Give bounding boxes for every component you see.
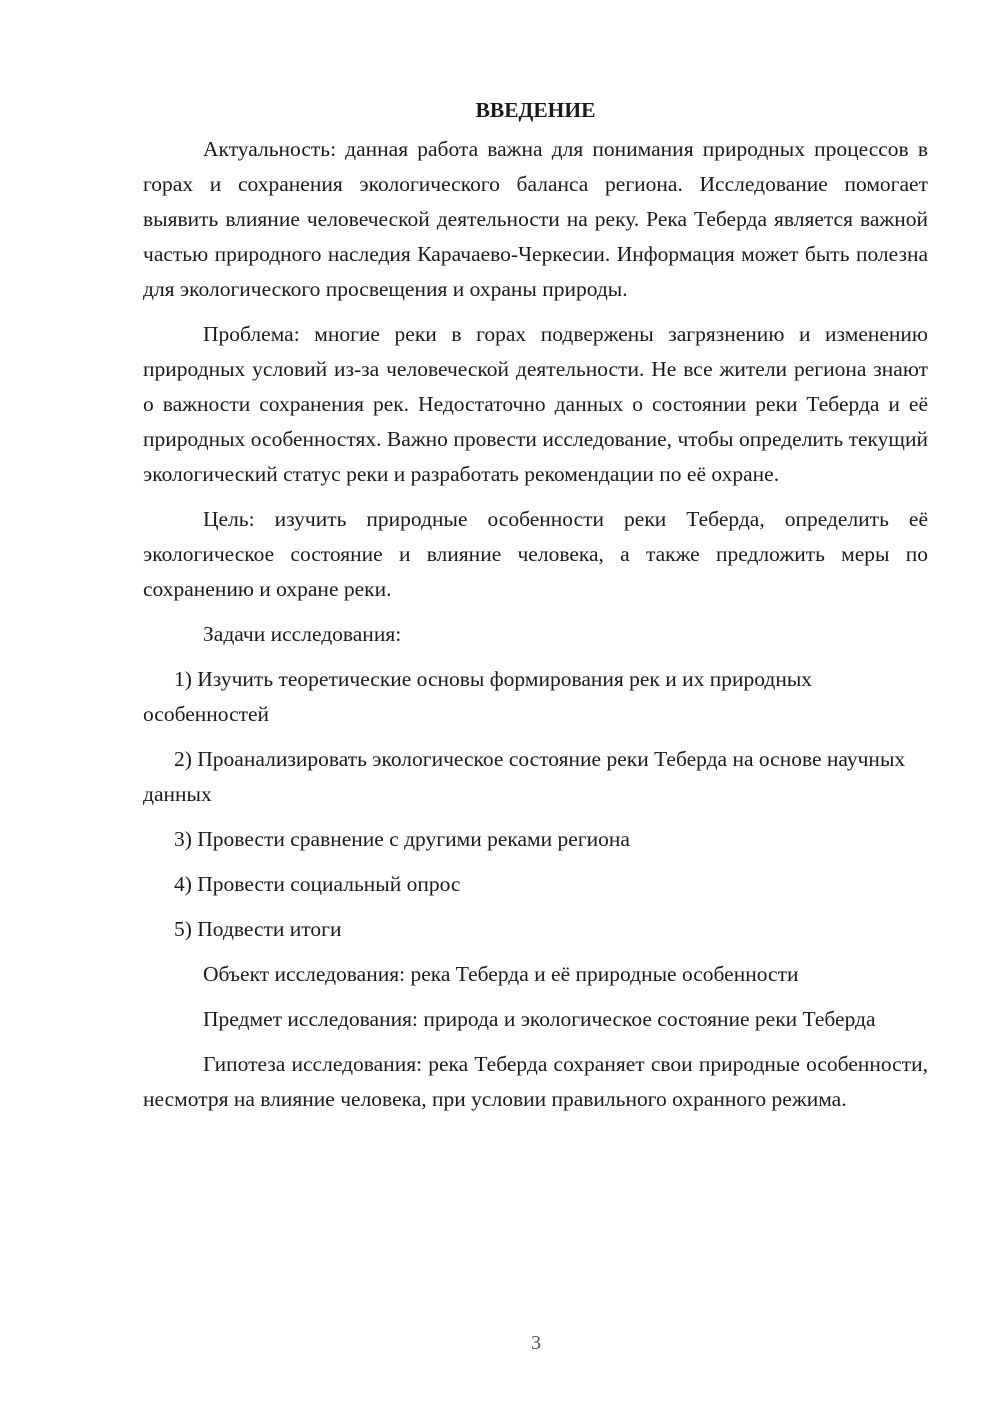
paragraph-goal: Цель: изучить природные особенности реки Теберда, определить её экологическое состояние и влияние человека, а также предложить меры по сохранению и охране реки. bbox=[143, 507, 928, 601]
document-page bbox=[143, 92, 928, 1127]
paragraph-problem: Проблема: многие реки в горах подвержены загрязнению и изменению природных условий из-за человеческой деятельности. Не все жители региона знают о важности сохранения рек. Недостаточно данных о состоянии реки Теберда и её природных особенностях. Важно провести исследование, чтобы определить текущий экологический статус реки и разработать рекомендации по её охране. bbox=[143, 322, 928, 486]
task-item-1: 1) Изучить теоретические основы формирования рек и их природных особенностей bbox=[143, 667, 813, 726]
task-item-5: 5) Подвести итоги bbox=[174, 917, 342, 941]
task-item-4: 4) Провести социальный опрос bbox=[174, 872, 461, 896]
paragraph-relevance: Актуальность: данная работа важна для понимания природных процессов в горах и сохранения экологического баланса региона. Исследование помогает выявить влияние человеческой деятельности на реку. Река Теберда является важной частью природного наследия Карачаево-Черкесии. Информация может быть полезна для экологического просвещения и охраны природы. bbox=[143, 137, 928, 301]
section-heading: ВВЕДЕНИЕ bbox=[475, 98, 596, 122]
paragraph-hypothesis: Гипотеза исследования: река Теберда сохраняет свои природные особенности, несмотря на влияние человека, при условии правильного охранного режима. bbox=[143, 1052, 928, 1111]
paragraph-subject: Предмет исследования: природа и экологическое состояние реки Теберда bbox=[203, 1007, 876, 1031]
tasks-title: Задачи исследования: bbox=[203, 622, 402, 646]
page-number: 3 bbox=[531, 1332, 541, 1354]
task-item-2: 2) Проанализировать экологическое состояние реки Теберда на основе научных данных bbox=[143, 747, 906, 806]
task-item-3: 3) Провести сравнение с другими реками региона bbox=[174, 827, 630, 851]
paragraph-object: Объект исследования: река Теберда и её природные особенности bbox=[203, 962, 799, 986]
